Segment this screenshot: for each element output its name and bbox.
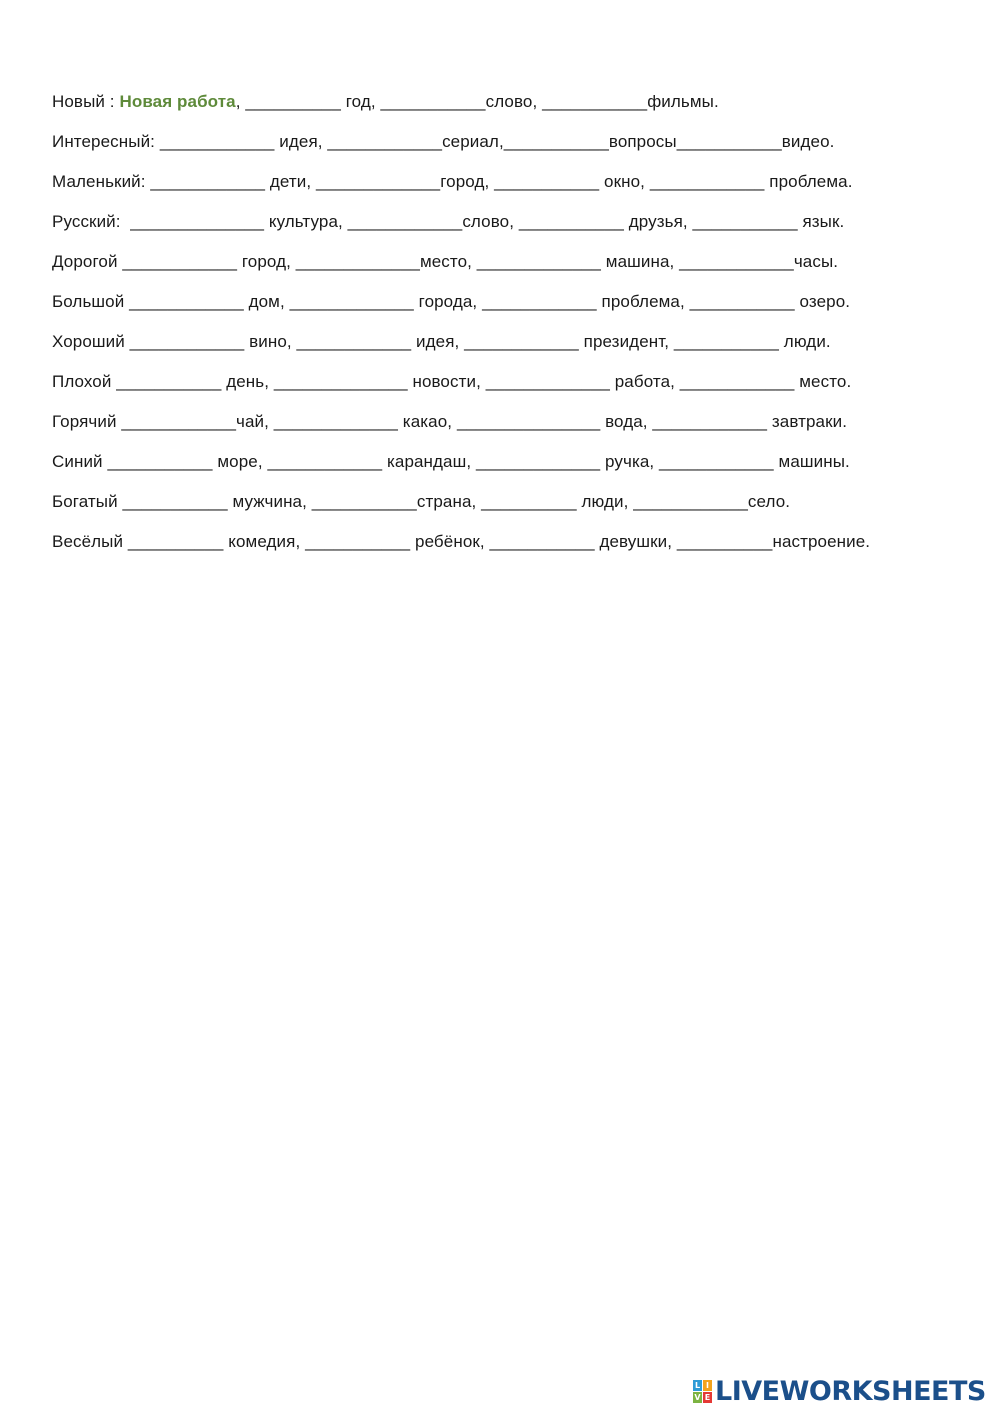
liveworksheets-logo [693, 1376, 986, 1406]
live-badge-icon [693, 1380, 712, 1403]
badge-letter-e: E [704, 1392, 711, 1402]
exercise-line-7: Хороший ____________ вино, ____________ идея, ____________ президент, ___________ люди. [52, 332, 831, 351]
badge-letter-v: V [694, 1392, 701, 1402]
exercise-line-2: Интересный: ____________ идея, ____________сериал,___________вопросы___________видео. [52, 132, 835, 151]
exercise-line-6: Большой ____________ дом, _____________ города, ____________ проблема, ___________ озеро. [52, 292, 851, 311]
worksheet [52, 92, 952, 572]
exercise-line-3: Маленький: ____________ дети, _____________город, ___________ окно, ____________ проблема. [52, 172, 853, 191]
brand-name: LIVEWORKSHEETS [715, 1375, 986, 1407]
exercise-line-8: Плохой ___________ день, ______________ новости, _____________ работа, ____________ место. [52, 372, 852, 391]
exercise-line-10: Синий ___________ море, ____________ карандаш, _____________ ручка, ____________ машины. [52, 452, 850, 471]
exercise-line-1 [52, 92, 952, 112]
line-1-rest: , __________ год, ___________слово, ___________фильмы. [235, 92, 719, 111]
exercise-line-11: Богатый ___________ мужчина, ___________страна, __________ люди, ____________село. [52, 492, 791, 511]
badge-letter-l: L [694, 1380, 701, 1390]
exercise-line-12: Весёлый __________ комедия, ___________ ребёнок, ___________ девушки, __________настроение. [52, 532, 871, 551]
example-answer: Новая работа [119, 92, 236, 111]
exercise-line-5: Дорогой ____________ город, _____________место, _____________ машина, ____________часы. [52, 252, 839, 271]
line-1-prefix: Новый : [52, 92, 120, 111]
exercise-line-9: Горячий ____________чай, _____________ какао, _______________ вода, ____________ завтраки. [52, 412, 848, 431]
badge-letter-i: I [703, 1380, 712, 1391]
exercise-line-4: Русский: ______________ культура, ____________слово, ___________ друзья, ___________ язык. [52, 212, 845, 231]
